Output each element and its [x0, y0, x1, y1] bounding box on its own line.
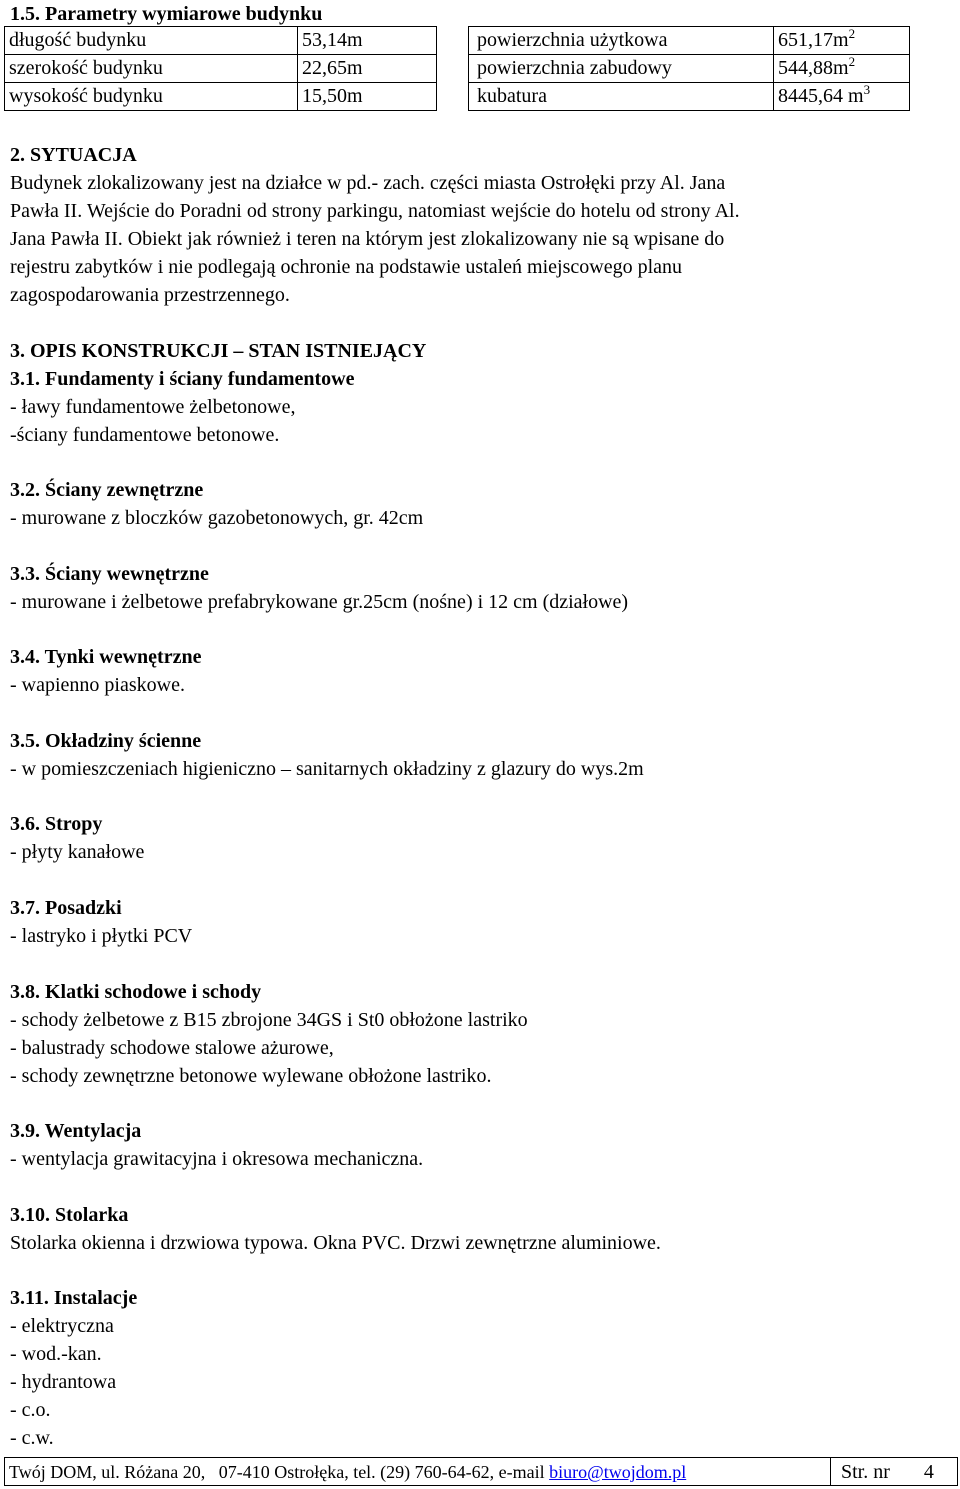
footer-address-text: Twój DOM, ul. Różana 20, 07-410 Ostrołęka, tel. (29) 760-64-62, e-mail: [9, 1462, 550, 1482]
areas-table: [468, 26, 910, 111]
table-cell-value: 22,65m: [298, 55, 437, 83]
list-item: - c.w.: [10, 1427, 54, 1449]
list-item: - hydrantowa: [10, 1371, 117, 1393]
list-item: - ławy fundamentowe żelbetonowe,: [10, 396, 296, 418]
list-item: - lastryko i płytki PCV: [10, 925, 193, 947]
table-cell-value: [774, 55, 910, 83]
list-item: -ściany fundamentowe betonowe.: [10, 424, 280, 446]
list-item: - wentylacja grawitacyjna i okresowa mechaniczna.: [10, 1148, 424, 1170]
value-text: 544,88m: [778, 57, 849, 79]
subsection: [10, 978, 528, 1090]
paragraph-line: Pawła II. Wejście do Poradni od strony parkingu, natomiast wejście do hotelu od strony Al.: [10, 200, 740, 222]
subsection-heading: 3.5. Okładziny ścienne: [10, 730, 202, 752]
page-label: Str. nr: [841, 1461, 890, 1483]
subsection-heading: 3.1. Fundamenty i ściany fundamentowe: [10, 368, 355, 390]
paragraph-line: Jana Pawła II. Obiekt jak również i teren na którym jest zlokalizowany nie są wpisane do: [10, 228, 725, 250]
subsection-heading: 3.3. Ściany wewnętrzne: [10, 563, 209, 585]
subsection: [10, 810, 144, 866]
list-item: - elektryczna: [10, 1315, 114, 1337]
subsection: [10, 643, 201, 699]
table-row: [5, 83, 437, 111]
value-text: 651,17m: [778, 29, 849, 51]
subsection-heading: 3.4. Tynki wewnętrzne: [10, 646, 202, 668]
page-number-box: [830, 1457, 958, 1486]
list-item: - schody zewnętrzne betonowe wylewane obłożone lastriko.: [10, 1065, 492, 1087]
list-item: - balustrady schodowe stalowe ażurowe,: [10, 1037, 334, 1059]
paragraph-line: Stolarka okienna i drzwiowa typowa. Okna PVC. Drzwi zewnętrzne aluminiowe.: [10, 1232, 661, 1254]
subsection: [10, 1284, 137, 1452]
paragraph-line: rejestru zabytków i nie podlegają ochronie na podstawie ustaleń miejscowego planu: [10, 256, 683, 278]
subsection-heading: 3.2. Ściany zewnętrzne: [10, 479, 204, 501]
unit-exponent: 2: [848, 54, 856, 69]
table-cell-value: 53,14m: [298, 27, 437, 55]
section-construction: [10, 337, 426, 449]
table-cell-label: szerokość budynku: [5, 55, 298, 83]
unit-exponent: 2: [848, 26, 856, 41]
subsection: [10, 727, 644, 783]
table-cell-label: powierzchnia zabudowy: [469, 55, 774, 83]
subsection-heading: 3.8. Klatki schodowe i schody: [10, 981, 262, 1003]
page-number: 4: [923, 1461, 934, 1483]
subsection-heading: 3.11. Instalacje: [10, 1287, 138, 1309]
subsection: [10, 476, 423, 532]
subsection: [10, 560, 628, 616]
list-item: - płyty kanałowe: [10, 841, 145, 863]
table-row: [469, 55, 910, 83]
table-cell-label: wysokość budynku: [5, 83, 298, 111]
subsection-heading: 3.7. Posadzki: [10, 897, 122, 919]
subsection-heading: 3.10. Stolarka: [10, 1204, 129, 1226]
section-situation: [10, 141, 740, 309]
unit-exponent: 3: [863, 82, 871, 97]
table-cell-value: [774, 83, 910, 111]
list-item: - murowane z bloczków gazobetonowych, gr. 42cm: [10, 507, 424, 529]
table-cell-value: [774, 27, 910, 55]
subsection-heading: 3.6. Stropy: [10, 813, 103, 835]
table-cell-label: kubatura: [469, 83, 774, 111]
table-row: [469, 83, 910, 111]
footer-address: [4, 1457, 830, 1486]
list-item: - murowane i żelbetowe prefabrykowane gr.25cm (nośne) i 12 cm (działowe): [10, 591, 629, 613]
subsection: [10, 1201, 661, 1257]
footer-email-link[interactable]: biuro@twojdom.pl: [549, 1462, 687, 1482]
subsection: [10, 1117, 423, 1173]
list-item: - wod.-kan.: [10, 1343, 102, 1365]
paragraph-line: zagospodarowania przestrzennego.: [10, 284, 290, 306]
subsection-heading: 3.9. Wentylacja: [10, 1120, 142, 1142]
section-heading: 1.5. Parametry wymiarowe budynku: [10, 3, 323, 25]
table-row: [5, 55, 437, 83]
section-heading: 3. OPIS KONSTRUKCJI – STAN ISTNIEJĄCY: [10, 340, 427, 362]
list-item: - w pomieszczeniach higieniczno – sanitarnych okładziny z glazury do wys.2m: [10, 758, 644, 780]
section-heading: 2. SYTUACJA: [10, 144, 137, 166]
dimensions-table: [4, 26, 437, 111]
value-text: 8445,64 m: [778, 85, 864, 107]
list-item: - schody żelbetowe z B15 zbrojone 34GS i St0 obłożone lastriko: [10, 1009, 528, 1031]
subsection: [10, 894, 192, 950]
list-item: - wapienno piaskowe.: [10, 674, 185, 696]
table-cell-label: długość budynku: [5, 27, 298, 55]
table-cell-value: 15,50m: [298, 83, 437, 111]
table-row: [5, 27, 437, 55]
table-row: [469, 27, 910, 55]
table-cell-label: powierzchnia użytkowa: [469, 27, 774, 55]
paragraph-line: Budynek zlokalizowany jest na działce w pd.- zach. części miasta Ostrołęki przy Al. Jana: [10, 172, 726, 194]
list-item: - c.o.: [10, 1399, 51, 1421]
